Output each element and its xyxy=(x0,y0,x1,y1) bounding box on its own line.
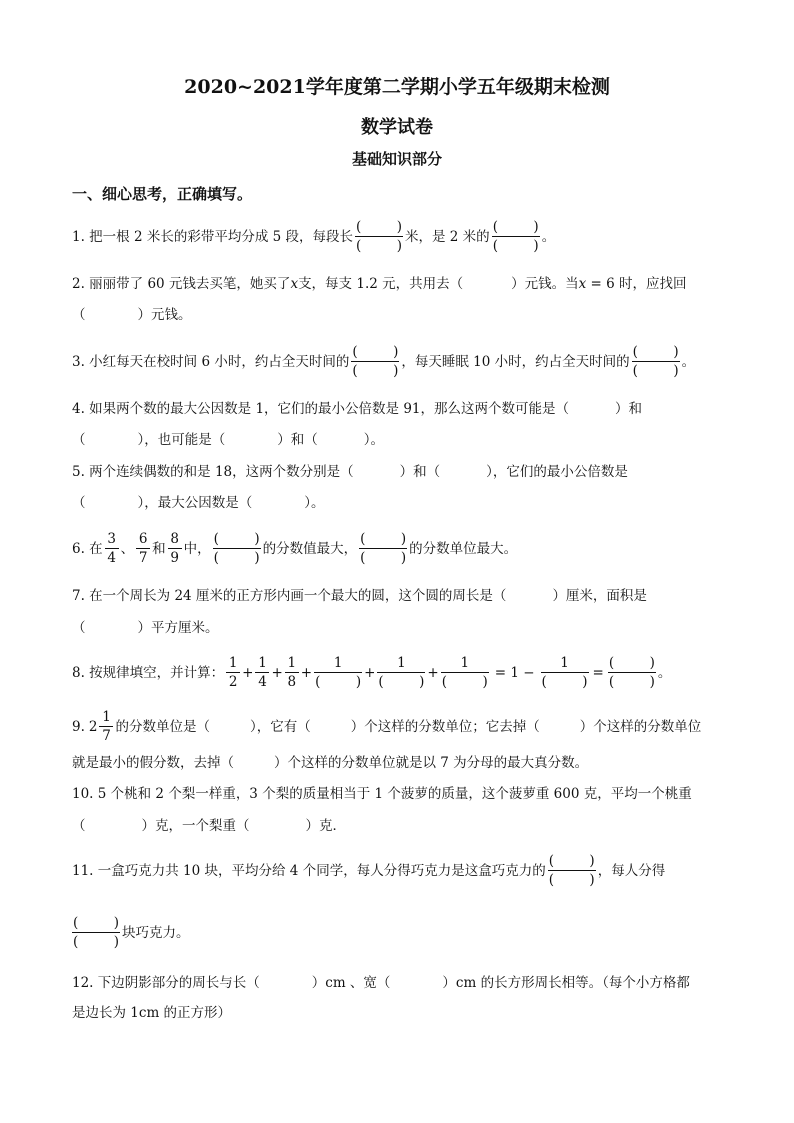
blank-fraction[interactable]: ( ) ( ) xyxy=(492,219,539,254)
fraction-8-9: $\frac{8}{9}$ xyxy=(168,530,182,567)
question-10-cont: （ ）克，一个梨重（ ）克． xyxy=(72,818,346,834)
part-title: 基础知识部分 xyxy=(351,150,442,168)
question-2: 2. 丽丽带了 60 元钱去买笔，她买了x支，每支 1.2 元，共用去（ ）元钱。当x = 6 时，应找回 xyxy=(72,276,687,292)
question-9: 9. 2 $\frac{1}{7}$ 的分数单位是（ ），它有（ ）个这样的分数单位；它去掉（ ）个这样的分数单位 xyxy=(72,709,702,744)
fraction-1-8: $\frac{1}{8}$ xyxy=(285,654,299,691)
question-4: 4. 如果两个数的最大公因数是 1，它们的最小公倍数是 91，那么这两个数可能是（ ）和 xyxy=(72,401,643,417)
question-12-cont: 是边长为 1cm 的正方形） xyxy=(72,1005,232,1021)
blank-fraction[interactable]: ( ) ( ) xyxy=(352,344,399,379)
question-2-cont: （ ）元钱。 xyxy=(72,307,192,323)
blank-denominator-fraction[interactable]: 1 ( ) xyxy=(541,655,588,690)
question-5-cont: （ ），最大公因数是（ ）。 xyxy=(72,495,325,511)
blank-fraction[interactable]: ( ) ( ) xyxy=(608,655,655,690)
question-10: 10. 5 个桃和 2 个梨一样重，3 个梨的质量相当于 1 个菠萝的质量，这个菠萝重 600 克，平均一个桃重 xyxy=(72,786,692,802)
question-3: 3. 小红每天在校时间 6 小时，约占全天时间的 ( ) ( ) ，每天睡眠 10 小时，约占全天时间的 ( ) ( ) 。 xyxy=(72,344,696,379)
q1-text: 1. 把一根 2 米长的彩带平均分成 5 段，每段长 xyxy=(72,228,354,245)
question-7: 7. 在一个周长为 24 厘米的正方形内画一个最大的圆，这个圆的周长是（ ）厘米，面积是 xyxy=(72,588,647,604)
question-8: 8. 按规律填空，并计算： $\frac{1}{2}$ + $\frac{1}{4}$ + $\frac{1}{8}$ + 1 ( ) + 1 ( ) + 1 ( ) = 1 − 1 ( ) = ( ) ( ) 。 xyxy=(72,655,672,690)
section-heading: 一、细心思考，正确填写。 xyxy=(72,185,253,203)
blank-fraction[interactable]: ( ) ( ) xyxy=(356,219,403,254)
exam-subtitle: 数学试卷 xyxy=(361,117,433,138)
fraction-3-4: $\frac{3}{4}$ xyxy=(105,530,119,567)
question-12: 12. 下边阴影部分的周长与长（ ）cm 、宽（ ）cm 的长方形周长相等。（每个小方格都 xyxy=(72,975,690,991)
blank-denominator-fraction[interactable]: 1 ( ) xyxy=(441,655,488,690)
question-7-cont: （ ）平方厘米。 xyxy=(72,620,219,636)
blank-fraction[interactable]: ( ) ( ) xyxy=(73,915,119,950)
question-1: 1. 把一根 2 米长的彩带平均分成 5 段，每段长 ( ) ( ) 米，是 2 米的 ( ) ( ) 。 xyxy=(72,219,556,254)
fraction-1-4: $\frac{1}{4}$ xyxy=(255,654,269,691)
blank-fraction[interactable]: ( ) ( ) xyxy=(360,531,407,566)
fraction-6-7: $\frac{6}{7}$ xyxy=(136,530,150,567)
question-4-cont: （ ），也可能是（ ）和（ ）。 xyxy=(72,432,384,448)
blank-fraction[interactable]: ( ) ( ) xyxy=(632,344,679,379)
blank-fraction[interactable]: ( ) ( ) xyxy=(213,531,260,566)
fraction-1-7: $\frac{1}{7}$ xyxy=(99,708,113,745)
question-11-cont: ( ) ( ) 块巧克力。 xyxy=(73,915,190,950)
q1-text-b: 米，是 2 米的 xyxy=(405,228,490,245)
blank-denominator-fraction[interactable]: 1 ( ) xyxy=(315,655,362,690)
blank-denominator-fraction[interactable]: 1 ( ) xyxy=(378,655,425,690)
question-11: 11. 一盒巧克力共 10 块，平均分给 4 个同学，每人分得巧克力是这盒巧克力的 ( ) ( ) ，每人分得 xyxy=(72,853,666,888)
fraction-1-2: $\frac{1}{2}$ xyxy=(226,654,240,691)
question-5: 5. 两个连续偶数的和是 18，这两个数分别是（ ）和（ ），它们的最小公倍数是 xyxy=(72,464,628,480)
question-6: 6. 在 $\frac{3}{4}$ 、 $\frac{6}{7}$ 和 $\frac{8}{9}$ 中， ( ) ( ) 的分数值最大， ( ) ( ) 的分数单位最大。 xyxy=(72,531,518,566)
exam-title: 2020~2021学年度第二学期小学五年级期末检测 xyxy=(184,76,610,98)
question-9-cont: 就是最小的假分数，去掉（ ）个这样的分数单位就是以 7 为分母的最大真分数。 xyxy=(72,755,589,771)
blank-fraction[interactable]: ( ) ( ) xyxy=(548,853,595,888)
